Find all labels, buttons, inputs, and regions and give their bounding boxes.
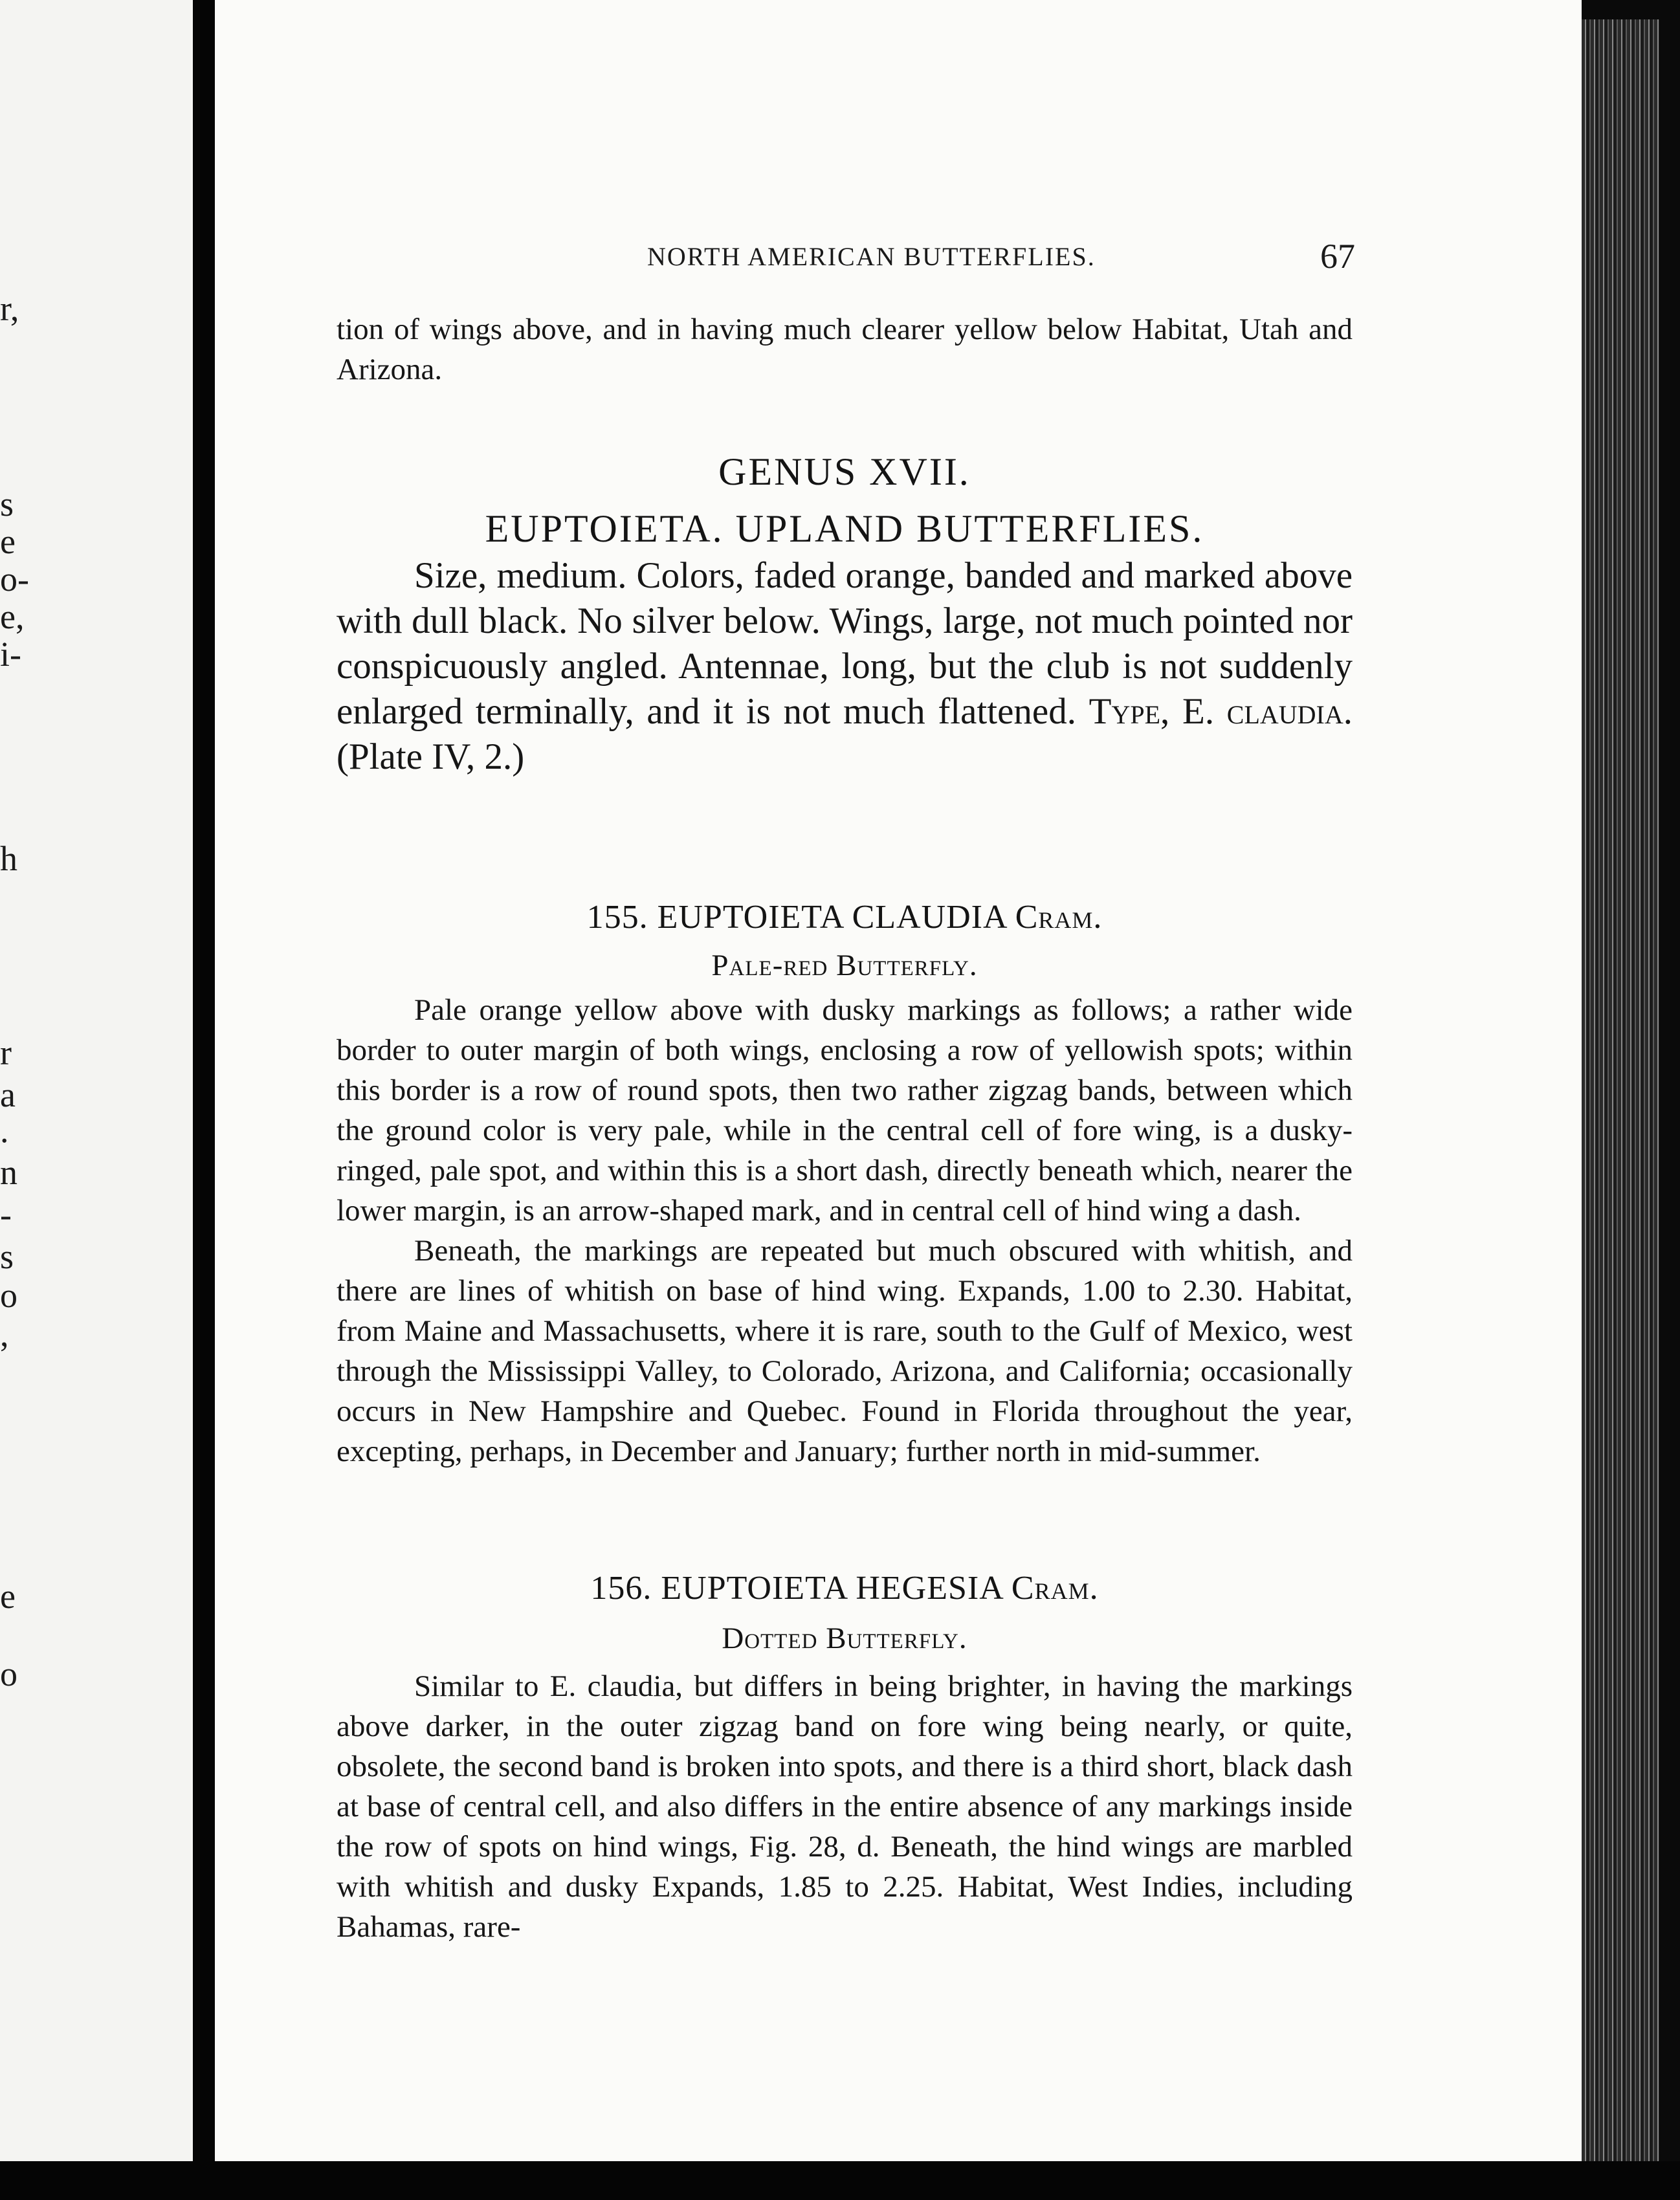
genus-description-text: Size, medium. Colors, faded orange, banded and marked above with dull black. No silver below. Wings, large, not much pointed nor conspicuously angled. Antennae, long, but the club is not suddenly enlarged terminally, and it is not much flattened. [337, 555, 1353, 732]
book-gutter [193, 0, 215, 2200]
page-edges [1582, 19, 1659, 2187]
previous-page-fragment: . [0, 1111, 9, 1150]
previous-page-fragment: e, [0, 597, 25, 636]
type-species: E. claudia. [1182, 691, 1353, 732]
previous-page-edge [0, 0, 193, 2200]
species-paragraph: Beneath, the markings are repeated but much obscured with whitish, and there are lines of whitish on base of hind wing. Expands, 1.00 to 2.30. Habitat, from Maine and Massachusetts, where it is rare, south to the Gulf of Mexico, west through the Mississippi Valley, to Colorado, Arizona, and California; occasionally occurs in New Hampshire and Quebec. Found in Florida throughout the year, excepting, perhaps, in December and January; further north in mid-summer. [337, 1234, 1353, 1468]
plate-reference: (Plate IV, 2.) [337, 736, 525, 777]
previous-page-fragment: r [0, 1033, 12, 1072]
species-description [337, 990, 1353, 1471]
species-paragraph: Pale orange yellow above with dusky markings as follows; a rather wide border to outer margin of both wings, enclosing a row of yellowish spots; within this border is a row of round spots, then two rather zigzag bands, between which the ground color is very pale, while in the central cell of fore wing, is a dusky-ringed, pale spot, and within this is a short dash, directly beneath which, nearer the lower margin, is an arrow-shaped mark, and in central cell of hind wing a dash. [337, 993, 1353, 1227]
species-heading [337, 898, 1353, 936]
previous-page-fragment: o- [0, 560, 29, 599]
running-head: NORTH AMERICAN BUTTERFLIES. [647, 242, 1096, 271]
previous-page-fragment: a [0, 1075, 16, 1114]
genus-description [337, 553, 1353, 780]
genus-number: GENUS XVII. [718, 450, 971, 493]
species-common-name: Pale-red Butterfly. [711, 949, 978, 982]
species-title: 156. EUPTOIETA HEGESIA [590, 1570, 1002, 1607]
previous-page-fragment: o [0, 1276, 17, 1315]
species-paragraph: Similar to E. claudia, but differs in being brighter, in having the markings above darker, in the outer zigzag band on fore wing being nearly, or quite, obsolete, the second band is broken into spots, and there is a third short, black dash at base of central cell, and also differs in the entire absence of any markings inside the row of spots on hind wings, Fig. 28, d. Beneath, the hind wings are marbled with whitish and dusky Expands, 1.85 to 2.25. Habitat, West Indies, including Bahamas, rare- [337, 1669, 1353, 1944]
previous-page-fragment: n [0, 1153, 17, 1192]
genus-name: EUPTOIETA. UPLAND BUTTERFLIES. [485, 507, 1204, 550]
species-title: 155. EUPTOIETA CLAUDIA [586, 899, 1006, 936]
species-heading [337, 1569, 1353, 1607]
previous-page-fragment: s [0, 485, 14, 523]
previous-page-fragment: o [0, 1655, 17, 1693]
type-label: Type, [1089, 691, 1170, 732]
previous-page-fragment: r, [0, 289, 19, 328]
species-author: Cram. [1015, 899, 1103, 936]
page-number: 67 [1320, 237, 1355, 276]
previous-page-fragment: e [0, 1577, 16, 1616]
continued-paragraph: tion of wings above, and in having much clearer yellow below Habitat, Utah and Arizona. [337, 313, 1353, 386]
species-description [337, 1666, 1353, 1947]
previous-page-fragment: e [0, 522, 16, 561]
previous-page-fragment: , [0, 1315, 9, 1354]
previous-page-fragment: i- [0, 635, 21, 674]
species-common-name: Dotted Butterfly. [722, 1622, 967, 1655]
species-author: Cram. [1011, 1570, 1099, 1607]
scan-bottom-edge [0, 2161, 1680, 2200]
previous-page-fragment: h [0, 839, 17, 878]
previous-page-fragment: - [0, 1195, 12, 1234]
previous-page-fragment: s [0, 1237, 14, 1276]
